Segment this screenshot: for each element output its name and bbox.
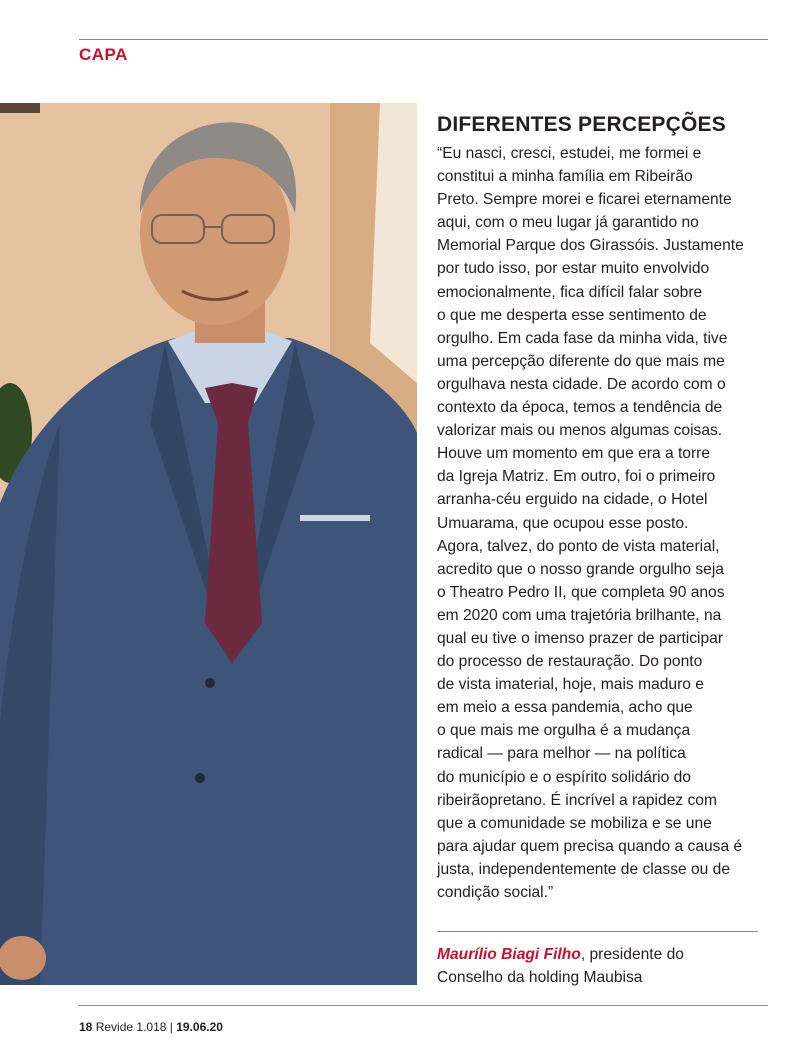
credit-name: Maurílio Biagi Filho — [437, 946, 581, 963]
article-heading: DIFERENTES PERCEPÇÕES — [437, 113, 726, 136]
credit-role: , presidente do Conselho da holding Maubisa — [437, 946, 684, 986]
portrait-photo — [0, 103, 417, 985]
footer-separator: | — [169, 1020, 173, 1034]
top-rule — [79, 39, 768, 40]
article-body: “Eu nasci, cresci, estudei, me formei e constitui a minha família em Ribeirão Preto. Sempre morei e ficarei eternamente aqui, com o meu lugar já garantido no Memorial Parque dos Girassóis. Justamente por tudo isso, por estar muito envolvido emocionalmente, fica difícil falar sobre o que me desperta esse sentimento de orgulho. Em cada fase da minha vida, tive uma percepção diferente do que mais me orgulhava nesta cidade. De acordo com o contexto da época, temos a tendência de valorizar mais ou menos algumas coisas. Houve um momento em que era a torre da Igreja Matriz. Em outro, foi o primeiro arranha-céu erguido na cidade, o Hotel Umuarama, que ocupou esse posto. Agora, talvez, do ponto de vista material, acredito que o nosso grande orgulho seja o Theatro Pedro II, que completa 90 anos em 2020 com uma trajetória brilhante, na qual eu tive o imenso prazer de participar do processo de restauração. Do ponto de vista imaterial, hoje, mais maduro e em meio a essa pandemia, acho que o que mais me orgulha é a mudança radical — para melhor — na política do município e o espírito solidário do ribeirãopretano. É incrível a rapidez com que a comunidade se mobiliza e se une para ajudar quem precisa quando a causa é justa, independentemente de classe ou de condição social.” — [437, 145, 744, 901]
bottom-rule — [79, 1005, 768, 1006]
footer — [79, 1020, 223, 1034]
portrait-illustration — [0, 103, 417, 985]
page-number: 18 — [79, 1020, 93, 1034]
credit — [437, 943, 772, 989]
section-label: CAPA — [79, 45, 128, 64]
credit-rule — [437, 931, 758, 932]
magazine-issue: Revide 1.018 — [95, 1020, 167, 1034]
issue-date: 19.06.20 — [176, 1020, 223, 1034]
